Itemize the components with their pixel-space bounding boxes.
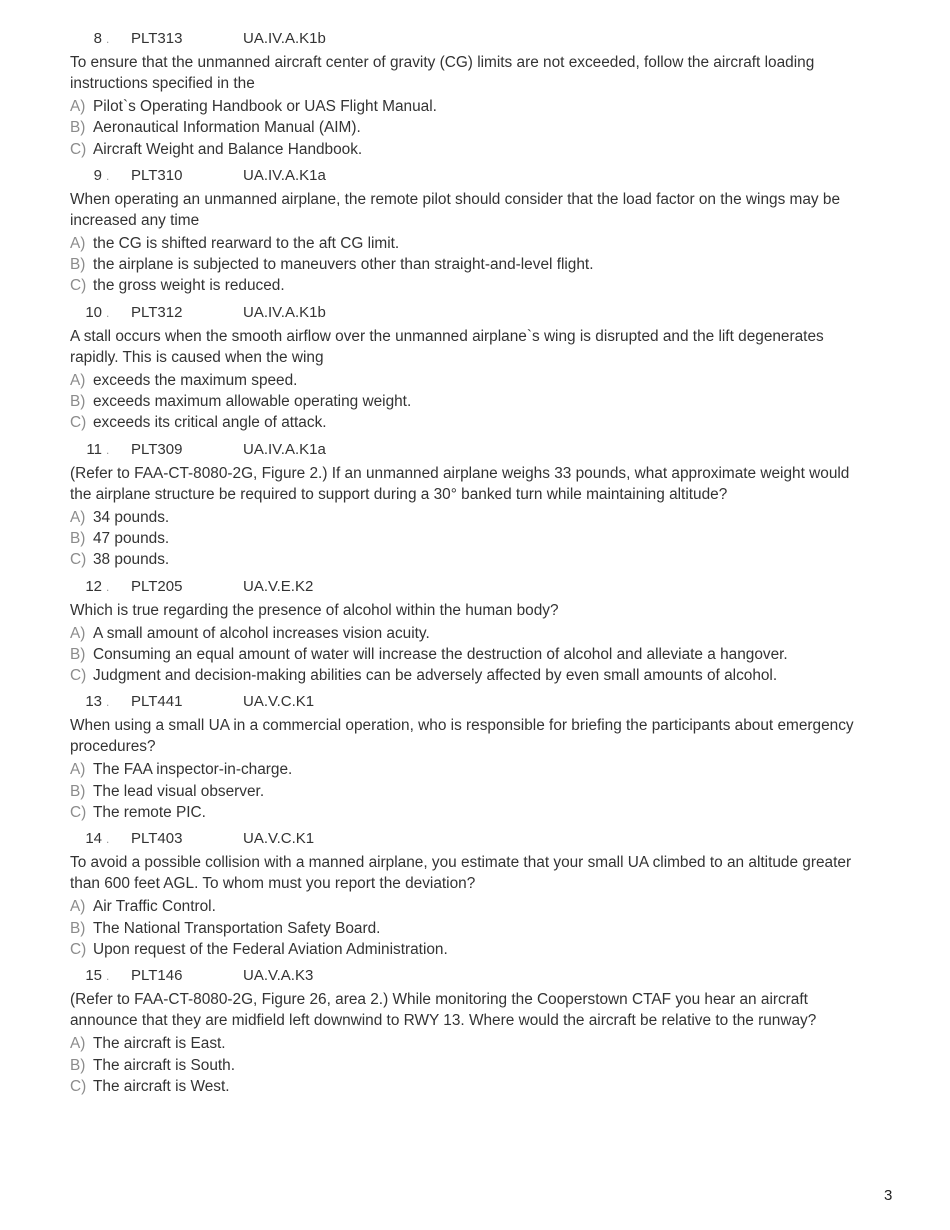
answer-option (70, 802, 870, 823)
option-text: Air Traffic Control. (93, 898, 216, 916)
question-header (70, 440, 870, 460)
option-text: exceeds the maximum speed. (93, 371, 298, 389)
answer-option (70, 1033, 870, 1054)
answer-option (70, 117, 870, 138)
question-reference: UA.V.C.K1 (243, 830, 315, 848)
question-code: PLT146 (131, 967, 183, 985)
question-number-dot: . (106, 832, 110, 847)
question-number: 14 (85, 830, 102, 848)
answer-option (70, 391, 870, 412)
question-code: PLT309 (131, 440, 183, 458)
question-block (70, 577, 870, 687)
option-text: Aircraft Weight and Balance Handbook. (93, 140, 363, 158)
question-number: 15 (85, 967, 102, 985)
answer-option (70, 781, 870, 802)
option-text: The National Transportation Safety Board. (93, 919, 381, 937)
option-text: Pilot`s Operating Handbook or UAS Flight Manual. (93, 98, 437, 115)
question-number-dot: . (106, 32, 110, 46)
option-label: C) (70, 277, 87, 295)
option-label: C) (70, 414, 87, 432)
question-text: To ensure that the unmanned aircraft center of gravity (CG) limits are not exceeded, follow the aircraft loading instructions specified in the (70, 54, 815, 92)
answer-option (70, 1076, 870, 1097)
question-text: Which is true regarding the presence of alcohol within the human body? (70, 601, 559, 619)
question-text: (Refer to FAA-CT-8080-2G, Figure 26, area 2.) While monitoring the Cooperstown CTAF you hear an aircraft announce that they are midfield left downwind to RWY 13. Where would the aircraft be relative to the runway? (70, 991, 817, 1030)
option-label: B) (70, 529, 86, 547)
question-number-dot: . (106, 168, 110, 183)
option-text: exceeds its critical angle of attack. (93, 414, 327, 432)
page-number: 3 (884, 1187, 893, 1204)
option-text: Consuming an equal amount of water will increase the destruction of alcohol and alleviate a hangover. (93, 645, 788, 663)
option-label: A) (70, 508, 86, 526)
question-code: PLT441 (131, 693, 183, 711)
answer-option (70, 275, 870, 296)
option-text: Aeronautical Information Manual (AIM). (93, 119, 361, 137)
answer-option (70, 1055, 870, 1076)
question-reference: UA.IV.A.K1a (243, 440, 326, 458)
question-reference: UA.IV.A.K1b (243, 303, 326, 321)
option-label: A) (70, 371, 86, 389)
question-block (70, 440, 870, 571)
question-header (70, 166, 870, 186)
question-header (70, 692, 870, 712)
option-label: B) (70, 119, 86, 137)
question-header (70, 966, 870, 986)
question-block (70, 303, 870, 434)
question-code: PLT313 (131, 30, 183, 47)
option-label: A) (70, 761, 86, 779)
answer-option (70, 896, 870, 917)
option-label: C) (70, 667, 87, 685)
question-block (70, 166, 870, 297)
answer-option (70, 623, 870, 644)
answer-option (70, 233, 870, 254)
question-header (70, 829, 870, 849)
question-number: 12 (85, 577, 102, 595)
question-number: 10 (85, 303, 102, 321)
option-label: B) (70, 919, 86, 937)
question-header (70, 303, 870, 323)
answer-option (70, 644, 870, 665)
answer-option (70, 507, 870, 528)
question-number: 9 (93, 166, 102, 184)
question-list (70, 29, 870, 1097)
option-text: 34 pounds. (93, 508, 170, 526)
option-label: C) (70, 1077, 87, 1095)
question-number-dot: . (106, 579, 110, 594)
option-text: exceeds maximum allowable operating weight. (93, 393, 412, 411)
question-number: 13 (85, 693, 102, 711)
option-label: C) (70, 804, 87, 822)
question-text: When using a small UA in a commercial operation, who is responsible for briefing the participants about emergency procedures? (70, 717, 854, 756)
option-text: A small amount of alcohol increases vision acuity. (93, 624, 430, 642)
question-text: (Refer to FAA-CT-8080-2G, Figure 2.) If an unmanned airplane weighs 33 pounds, what approximate weight would the airplane structure be required to support during a 30° banked turn while maintaining altitude? (70, 464, 850, 503)
question-header (70, 577, 870, 597)
question-reference: UA.V.A.K3 (243, 967, 314, 985)
option-label: B) (70, 393, 86, 411)
answer-option (70, 939, 870, 960)
option-label: B) (70, 645, 86, 663)
option-text: The aircraft is West. (93, 1077, 230, 1095)
question-number-dot: . (106, 442, 110, 457)
question-code: PLT310 (131, 166, 183, 184)
answer-option (70, 759, 870, 780)
option-label: B) (70, 782, 86, 800)
question-text: To avoid a possible collision with a manned airplane, you estimate that your small UA climbed to an altitude greater than 600 feet AGL. To whom must you report the deviation? (70, 854, 852, 893)
question-block (70, 966, 870, 1097)
question-code: PLT312 (131, 303, 183, 321)
option-text: 47 pounds. (93, 529, 170, 547)
answer-option (70, 918, 870, 939)
option-label: B) (70, 1056, 86, 1074)
option-text: The aircraft is East. (93, 1035, 226, 1053)
option-label: C) (70, 140, 87, 158)
answer-option (70, 370, 870, 391)
option-text: the airplane is subjected to maneuvers other than straight-and-level flight. (93, 256, 594, 274)
option-label: A) (70, 1035, 86, 1053)
answer-option (70, 528, 870, 549)
option-label: A) (70, 898, 86, 916)
option-label: B) (70, 256, 86, 274)
question-block (70, 829, 870, 960)
question-block (70, 29, 870, 160)
option-label: C) (70, 940, 87, 958)
question-reference: UA.IV.A.K1a (243, 166, 326, 184)
question-header (70, 29, 870, 49)
question-code: PLT403 (131, 830, 183, 848)
question-number-dot: . (106, 969, 110, 984)
option-text: the CG is shifted rearward to the aft CG limit. (93, 234, 400, 252)
option-text: the gross weight is reduced. (93, 277, 285, 295)
option-text: The aircraft is South. (93, 1056, 235, 1074)
answer-option (70, 665, 870, 686)
question-reference: UA.IV.A.K1b (243, 30, 326, 47)
question-code: PLT205 (131, 577, 183, 595)
option-text: The remote PIC. (93, 804, 206, 822)
option-label: A) (70, 234, 86, 252)
option-text: Upon request of the Federal Aviation Administration. (93, 940, 448, 958)
question-block (70, 692, 870, 823)
answer-option (70, 139, 870, 160)
answer-option (70, 254, 870, 275)
question-number: 8 (93, 30, 102, 47)
question-reference: UA.V.E.K2 (243, 577, 314, 595)
question-text: When operating an unmanned airplane, the remote pilot should consider that the load factor on the wings may be increased any time (70, 190, 841, 229)
answer-option (70, 412, 870, 433)
question-number-dot: . (106, 305, 110, 320)
question-text: A stall occurs when the smooth airflow over the unmanned airplane`s wing is disrupted and the lift degenerates rapidly. This is caused when the wing (70, 327, 824, 366)
option-text: The lead visual observer. (93, 782, 265, 800)
question-reference: UA.V.C.K1 (243, 693, 315, 711)
option-text: Judgment and decision-making abilities can be adversely affected by even small amounts of alcohol. (93, 667, 778, 685)
question-number: 11 (86, 440, 102, 458)
option-label: C) (70, 551, 87, 569)
option-text: 38 pounds. (93, 551, 170, 569)
option-text: The FAA inspector-in-charge. (93, 761, 293, 779)
option-label: A) (70, 624, 86, 642)
answer-option (70, 96, 870, 117)
option-label: A) (70, 98, 86, 115)
question-number-dot: . (106, 695, 110, 710)
answer-option (70, 549, 870, 570)
